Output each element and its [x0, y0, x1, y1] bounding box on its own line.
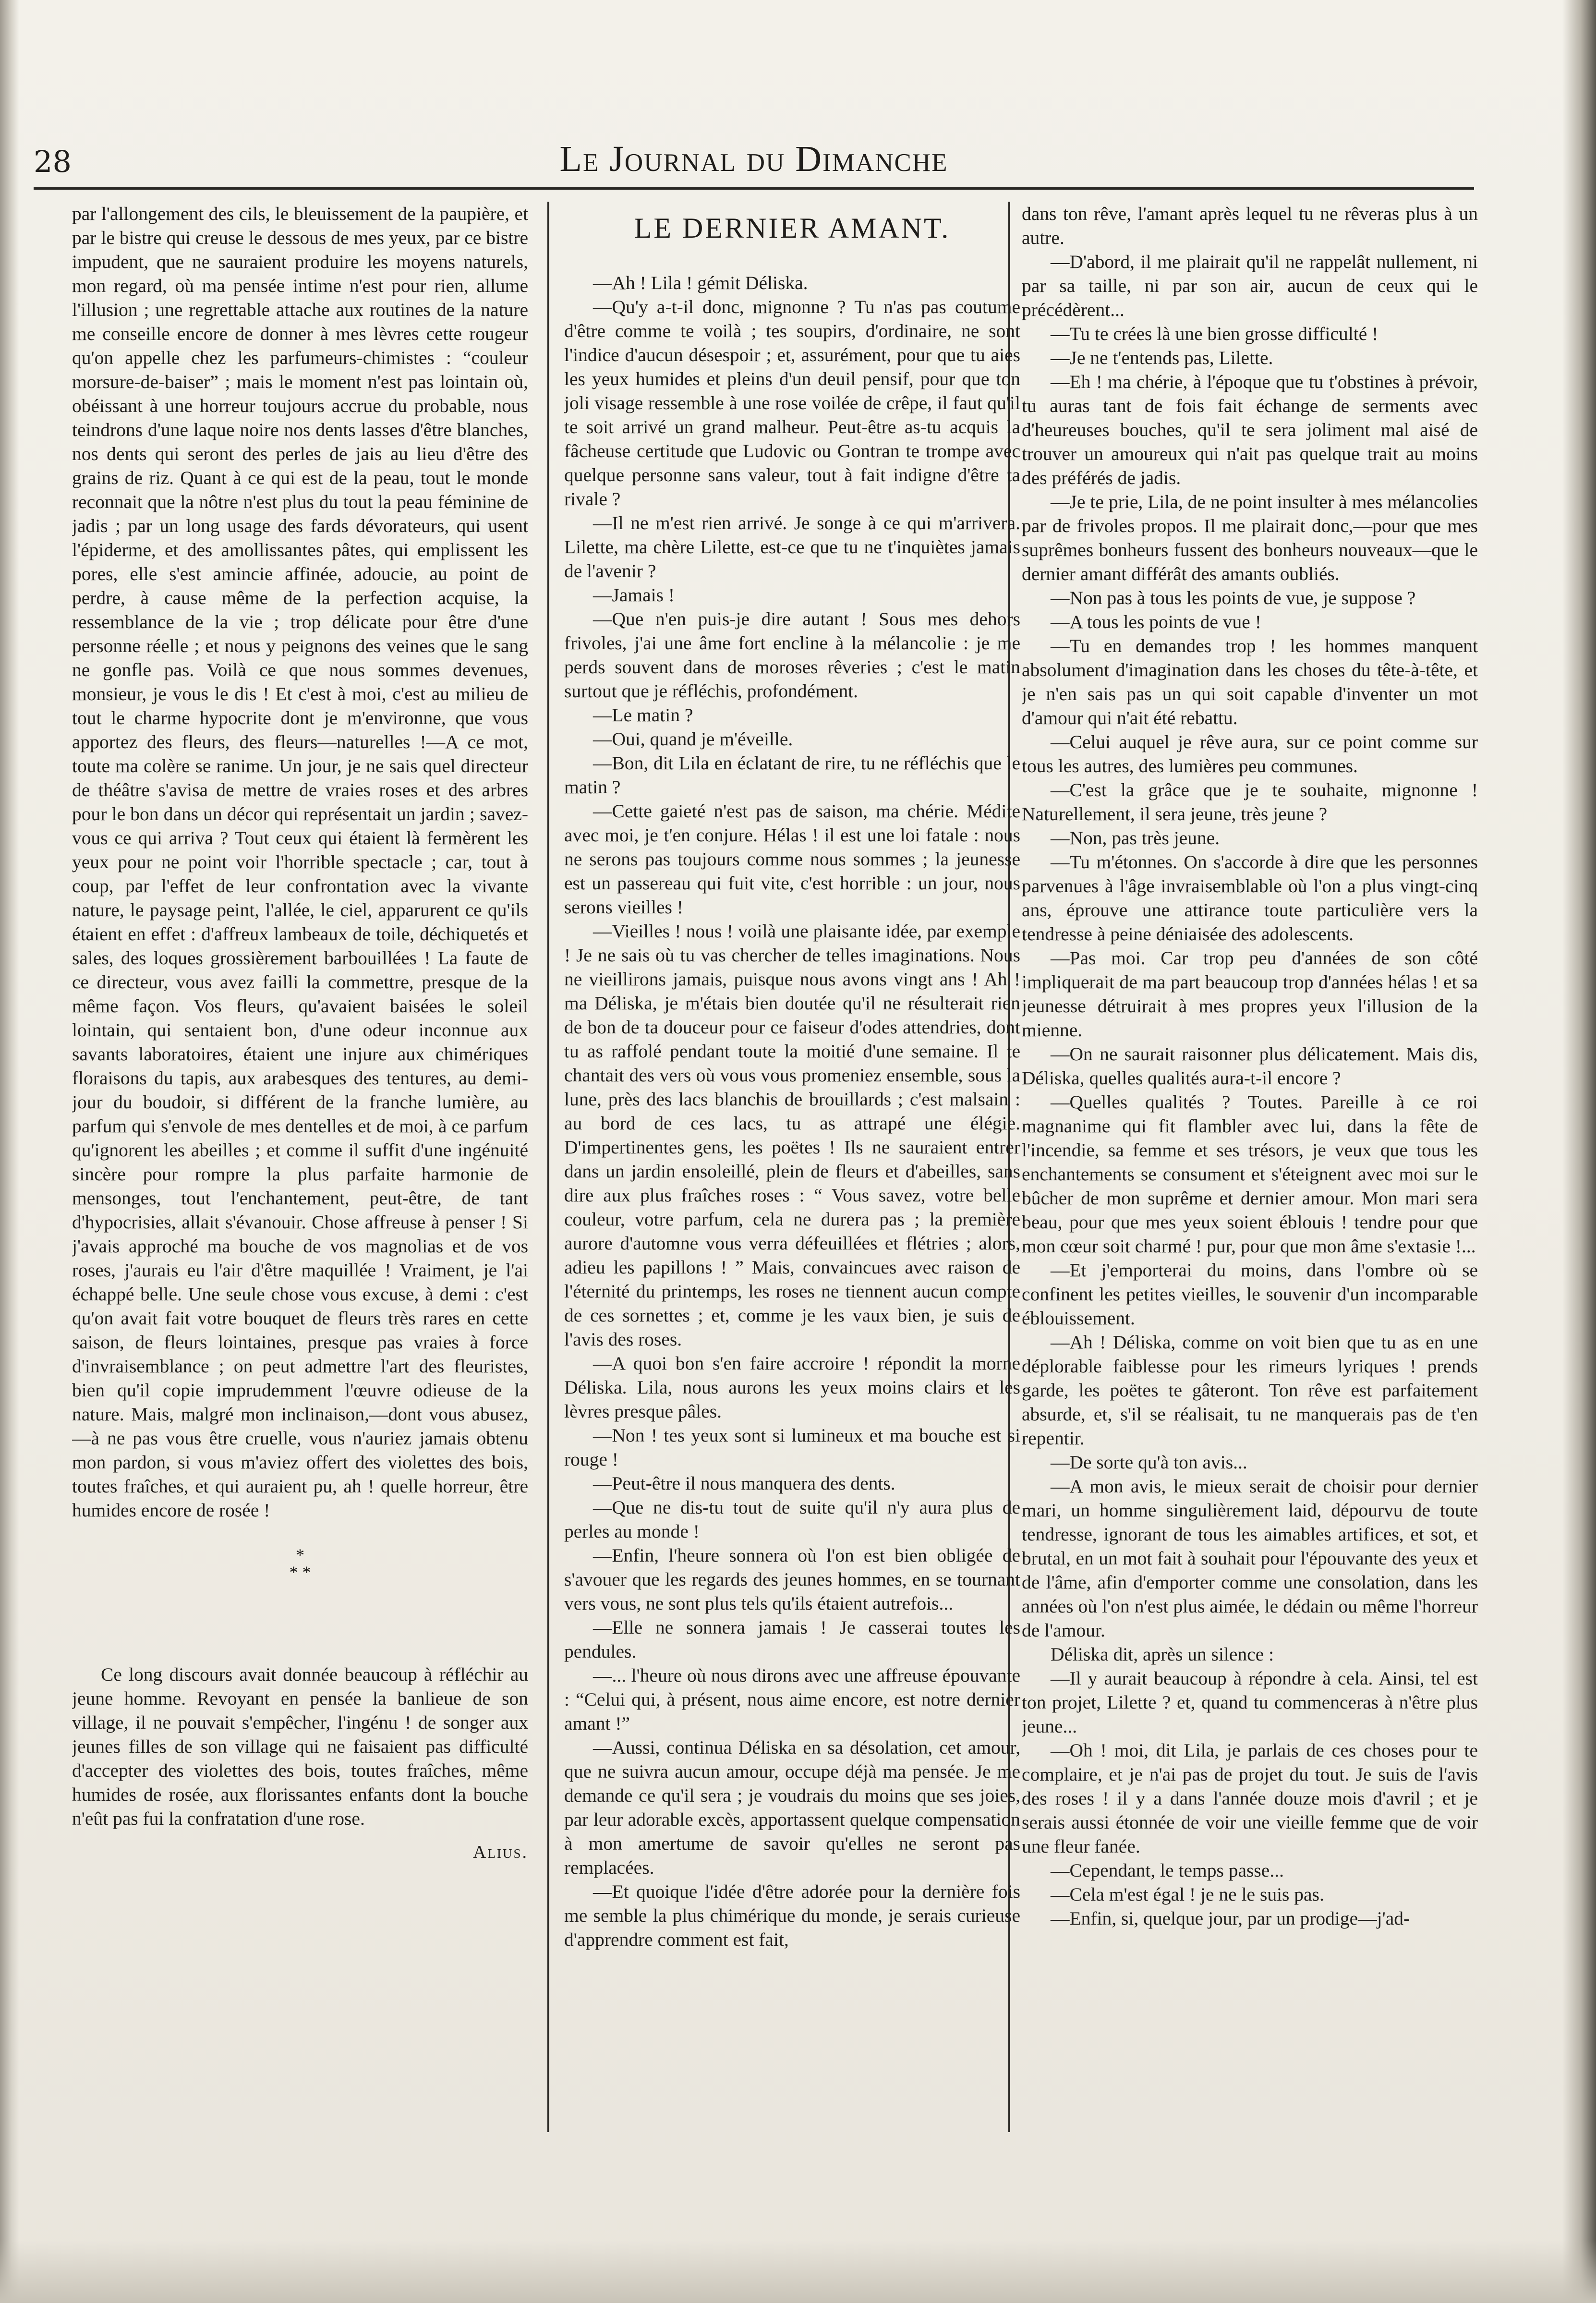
asterism-glyph: * * * [289, 1545, 311, 1582]
dialogue-line: —Eh ! ma chérie, à l'époque que tu t'obstines à prévoir, tu auras tant de fois fait échange de serments avec d'heureuses bouches, qu'il te sera joliment mal aisé de trouver un amoureux qui n'ait pas quelque trait au moins des préférés de jadis. [1022, 371, 1478, 488]
dialogue-line: —Et j'emporterai du moins, dans l'ombre où se confinent les petites vieilles, le souvenir d'un incomparable éblouissement. [1022, 1260, 1478, 1329]
dialogue-line: —Que ne dis-tu tout de suite qu'il n'y aura plus de perles au monde ! [564, 1497, 1020, 1542]
dialogue-line: —Je te prie, Lila, de ne point insulter à mes mélancolies par de frivoles propos. Il me plairait donc,—pour que mes suprêmes bonheurs fussent des bonheurs nouveaux—que le dernier amant différât des amants oubliés. [1022, 491, 1478, 584]
page-number: 28 [34, 144, 72, 179]
page-header [34, 130, 1474, 182]
dialogue-line: —Le matin ? [593, 704, 693, 726]
header-rule [34, 187, 1474, 190]
dialogue-line: —Cette gaieté n'est pas de saison, ma chérie. Médite avec moi, je t'en conjure. Hélas ! il est une loi fatale : nous ne serons pas toujours comme nous sommes ; la jeunesse est un passereau qui fuit vite, c'est horrible : un jour, nous serons vieilles ! [564, 800, 1020, 918]
asterism-separator [72, 1546, 528, 1581]
dialogue-line: —Oh ! moi, dit Lila, je parlais de ces choses pour te complaire, et je n'ai pas de projet du tout. Je suis de l'avis des roses ! il y a dans l'année douze mois d'avril ; et je serais aussi étonnée de voir une vieille femme que de voir une fleur fanée. [1022, 1740, 1478, 1857]
column-1-paragraph-1: par l'allongement des cils, le bleuissement de la paupière, et par le bistre qui creuse le dessous de mes yeux, par ce bistre impudent, que ne sauraient produire les moyens naturels, mon regard, où ma pensée intime n'est pour rien, allume l'illusion ; une regrettable attache aux routines de la nature me conseille encore de donner à mes lèvres cette rougeur qu'on appelle chez les parfumeurs-chimistes : “couleur morsure-de-baiser” ; mais le moment n'est pas lointain où, obéissant à une horreur toujours accrue du probable, nous teindrons d'une laque noire nos dents lasses d'être blanches, nos dents qui seront des perles de jais au lieu d'être des grains de riz. Quant à ce qui est de la peau, tout le monde reconnait que la nôtre n'est plus du tout la peau féminine de jadis ; par un long usage des fards dévorateurs, qui usent l'épiderme, et des amollissantes pâtes, qui emplissent les pores, elle s'est amincie affinée, adoucie, au point de perdre, à cause même de la perfection acquise, la ressemblance de la vie ; trop délicate pour être d'une personne réelle ; et nous y peignons des veines que le sang ne gonfle pas. Voilà ce que nous sommes devenues, monsieur, je vous le dis ! Et c'est à moi, c'est au milieu de tout le charme hypocrite dont je m'environne, que vous apportez des fleurs, des fleurs—naturelles !—A ce mot, toute ma colère se ranime. Un jour, je ne sais quel directeur de théâtre s'avisa de mettre de vraies roses et des arbres pour le bon dans un décor qui représentait un jardin ; savez-vous ce qui arriva ? Tout ceux qui étaient là fermèrent les yeux pour ne point voir l'horrible spectacle ; car, tout à coup, par l'effet de leur confrontation avec la vivante nature, le paysage peint, l'allée, le ciel, apparurent ce qu'ils étaient en effet : d'affreux lambeaux de toile, déchiquetés et sales, des loques grossièrement barbouillées ! La faute de ce directeur, vous avez failli la commettre, presque de la même façon. Vos fleurs, qu'avaient baisées le soleil lointain, qui sentaient bon, d'une odeur inconnue aux savants laboratoires, étaient une injure aux chimériques floraisons du tapis, aux arabesques des tentures, au demi-jour du boudoir, si différent de la franche lumière, au parfum qui s'envole de mes dentelles et de moi, à ce parfum qu'ignorent les abeilles ; et comme il suffit d'une ingénuité sincère pour rompre la plus parfaite harmonie de mensonges, tout l'enchantement, peut-être, de tant d'hypocrisies, allait s'évanouir. Chose affreuse à penser ! Si j'avais approché ma bouche de vos magnolias et de vos roses, j'aurais eu l'air d'être maquillée ! Vraiment, je l'ai échappé belle. Une seule chose vous excuse, à demi : c'est qu'on avait fait votre bouquet de fleurs très rares en cette saison, de fleurs lointaines, presque pas vraies à force d'invraisemblance ; on peut admettre l'art des fleuristes, bien qu'il copie imprudemment l'œuvre odieuse de la nature. Mais, malgré mon inclinaison,—dont vous abusez,—à ne pas vous être cruelle, vous n'auriez jamais obtenu mon pardon, si vous m'aviez offert des violettes des bois, toutes fraîches, et qui auraient pu, ah ! quelle horreur, être humides encore de rosée ! [72, 203, 528, 1521]
dialogue-line: —Ah ! Lila ! gémit Déliska. [593, 272, 808, 293]
column-3 [1022, 202, 1478, 2238]
dialogue-line: —Cela m'est égal ! je ne le suis pas. [1051, 1884, 1324, 1905]
journal-title: Le Journal du Dimanche [559, 139, 948, 179]
dialogue-line: —Tu te crées là une bien grosse difficulté ! [1051, 323, 1378, 344]
dialogue-line: —A quoi bon s'en faire accroire ! répondit la morne Déliska. Lila, nous aurons les yeux moins clairs et les lèvres presque pâles. [564, 1353, 1020, 1422]
dialogue-line: —Celui auquel je rêve aura, sur ce point comme sur tous les autres, des lumières peu communes. [1022, 731, 1478, 776]
dialogue-line: —On ne saurait raisonner plus délicatement. Mais dis, Déliska, quelles qualités aura-t-il encore ? [1022, 1043, 1478, 1089]
dialogue-line: —Non, pas très jeune. [1051, 827, 1220, 848]
dialogue-line: —Enfin, l'heure sonnera où l'on est bien obligée de s'avouer que les regards des jeunes hommes, en se tournant vers vous, ne sont plus tels qu'ils étaient autrefois... [564, 1545, 1020, 1614]
dialogue-line: —Et quoique l'idée d'être adorée pour la dernière fois me semble la plus chimérique du monde, je serais curieuse d'apprendre comment est fait, [564, 1881, 1020, 1950]
dialogue-line: —A mon avis, le mieux serait de choisir pour dernier mari, un homme singulièrement laid, dépourvu de toute tendresse, ignorant de tous les aimables artifices, et sot, et brutal, en un mot fait à souhait pour l'épouvante des yeux et de l'âme, afin d'emporter comme une consolation, dans les années où l'on n'est plus aimée, le dédain ou même l'horreur de l'amour. [1022, 1476, 1478, 1641]
dialogue-line: —Aussi, continua Déliska en sa désolation, cet amour, que ne suivra aucun amour, occupe déjà ma pensée. Je me demande ce qu'il sera ; je voudrais du moins que ses joies, par leur adorable excès, apportassent quelque compensation à mon amertume de savoir qu'elles ne seront pas remplacées. [564, 1737, 1020, 1878]
column-2 [564, 202, 1020, 2238]
dialogue-line: —Vieilles ! nous ! voilà une plaisante idée, par exemple ! Je ne sais où tu vas chercher de telles imaginations. Nous ne vieillirons jamais, puisque nous avons vingt ans ! Ah ! ma Déliska, je m'étais bien doutée qu'il ne résulterait rien de bon de ta douceur pour ce faiseur d'odes attendries, dont tu as raffolé pendant toute la moitié d'une semaine. Il te chantait des vers où vous vous promeniez ensemble, sous la lune, près des lacs blanchis de brouillards ; c'est malsain : au bord de ces lacs, tu as attrapé une élégie. D'impertinentes gens, les poëtes ! Ils ne sauraient entrer dans un jardin ensoleillé, plein de fleurs et d'abeilles, sans dire aux plus fraîches roses : “ Vous savez, votre belle couleur, votre parfum, cela ne durera pas ; la première aurore d'automne vous verra défeuillées et flétries ; alors, adieu les papillons ! ” Mais, convaincues avec raison de l'éternité du printemps, les roses ne tiennent aucun compte de ces sornettes ; et, comme je les vaux bien, je suis de l'avis des roses. [564, 921, 1020, 1350]
page-edge-left [0, 0, 19, 2303]
dialogue-line: —Tu en demandes trop ! les hommes manquent absolument d'imagination dans les choses du tête-à-tête, et je n'en sais pas un qui soit capable d'inventer un mot d'amour qui n'ait été rebattu. [1022, 635, 1478, 728]
dialogue-line: —Non pas à tous les points de vue, je suppose ? [1051, 587, 1416, 608]
dialogue-line: Déliska dit, après un silence : [1051, 1644, 1274, 1665]
dialogue-line: —Cependant, le temps passe... [1051, 1860, 1284, 1881]
column-divider-1 [547, 202, 549, 2132]
article-title: LE DERNIER AMANT. [634, 212, 951, 244]
dialogue-line: —... l'heure où nous dirons avec une affreuse épouvante : “Celui qui, à présent, nous aime encore, est notre dernier amant !” [564, 1665, 1020, 1734]
author-signature: Alius. [473, 1842, 528, 1862]
dialogue-line: —Je ne t'entends pas, Lilette. [1051, 347, 1273, 368]
dialogue-line: —Jamais ! [593, 584, 675, 606]
dialogue-line: —Il y aurait beaucoup à répondre à cela. Ainsi, tel est ton projet, Lilette ? et, quand tu commenceras à n'être plus jeune... [1022, 1668, 1478, 1737]
dialogue-line: —Que n'en puis-je dire autant ! Sous mes dehors frivoles, j'ai une âme fort encline à la mélancolie : je me perds souvent dans de moroses rêveries ; c'est le matin surtout que je réfléchis, profondément. [564, 608, 1020, 702]
dialogue-line: —Elle ne sonnera jamais ! Je casserai toutes les pendules. [564, 1617, 1020, 1662]
dialogue-line: —Tu m'étonnes. On s'accorde à dire que les personnes parvenues à l'âge invraisemblable où l'on a plus vingt-cinq ans, éprouve une attirance toute particulière vers la tendresse à peine déniaisée des adolescents. [1022, 851, 1478, 945]
dialogue-line: dans ton rêve, l'amant après lequel tu ne rêveras plus à un autre. [1022, 203, 1478, 248]
dialogue-line: —Pas moi. Car trop peu d'années de son côté impliquerait de ma part beaucoup trop d'années hélas ! et sa jeunesse détruirait à mes propres yeux l'illusion de la mienne. [1022, 947, 1478, 1041]
page-edge-bottom [0, 2241, 1596, 2303]
dialogue-line: —Quelles qualités ? Toutes. Pareille à ce roi magnanime qui fit flambler avec lui, dans la fête de l'incendie, sa femme et ses trésors, je veux que tous les enchantements se consument et s'éteignent avec moi sur le bûcher de mon suprême et dernier amour. Mon mari sera beau, pour que mes yeux soient éblouis ! tendre pour que mon cœur soit charmé ! pur, pour que mon âme s'extasie !... [1022, 1091, 1478, 1257]
dialogue-line: —Ah ! Déliska, comme on voit bien que tu as en une déplorable faiblesse pour les rimeurs lyriques ! prends garde, les poëtes te gâteront. Ton rêve est parfaitement absurde, et, s'il se réalisait, tu ne manquerais pas de t'en repentir. [1022, 1332, 1478, 1449]
column-1-paragraph-2: Ce long discours avait donnée beaucoup à réfléchir au jeune homme. Revoyant en pensée la banlieue de son village, il ne pouvait s'empêcher, l'ingénu ! de songer aux jeunes filles de son village qui ne faisaient pas difficulté d'accepter des violettes des bois, toutes fraîches, même humides de rosée, aux florissantes enfants dont la bouche n'eût pas fui la confratation d'une rose. [72, 1664, 528, 1829]
dialogue-line: —Peut-être il nous manquera des dents. [593, 1473, 895, 1494]
page-edge-right [1562, 0, 1596, 2303]
dialogue-line: —A tous les points de vue ! [1051, 611, 1261, 632]
dialogue-line: —Il ne m'est rien arrivé. Je songe à ce qui m'arrivera. Lilette, ma chère Lilette, est-ce que tu ne t'inquiètes jamais de l'avenir ? [564, 512, 1020, 582]
dialogue-line: —Qu'y a-t-il donc, mignonne ? Tu n'as pas coutume d'être comme te voilà ; tes soupirs, d'ordinaire, ne sont l'indice d'aucun désespoir ; et, assurément, pour que tu aies les yeux humides et pleins d'un deuil pensif, pour que ton joli visage ressemble à une rose voilée de crêpe, il faut qu'il te soit arrivé un grand malheur. Peut-être as-tu acquis la fâcheuse certitude que Ludovic ou Gontran te trompe avec quelque personne sans valeur, tout à fait indigne d'être ta rivale ? [564, 296, 1020, 509]
column-1 [72, 202, 528, 2238]
dialogue-line: —Enfin, si, quelque jour, par un prodige—j'ad- [1051, 1908, 1410, 1929]
dialogue-line: —D'abord, il me plairait qu'il ne rappelât nullement, ni par sa taille, ni par son air, aucun de ceux qui le précédèrent... [1022, 251, 1478, 320]
dialogue-line: —Bon, dit Lila en éclatant de rire, tu ne réfléchis que le matin ? [564, 752, 1020, 798]
dialogue-line: —De sorte qu'à ton avis... [1051, 1452, 1247, 1473]
dialogue-line: —C'est la grâce que je te souhaite, mignonne ! Naturellement, il sera jeune, très jeune ? [1022, 779, 1478, 824]
dialogue-line: —Non ! tes yeux sont si lumineux et ma bouche est si rouge ! [564, 1425, 1020, 1470]
dialogue-line: —Oui, quand je m'éveille. [593, 728, 793, 750]
